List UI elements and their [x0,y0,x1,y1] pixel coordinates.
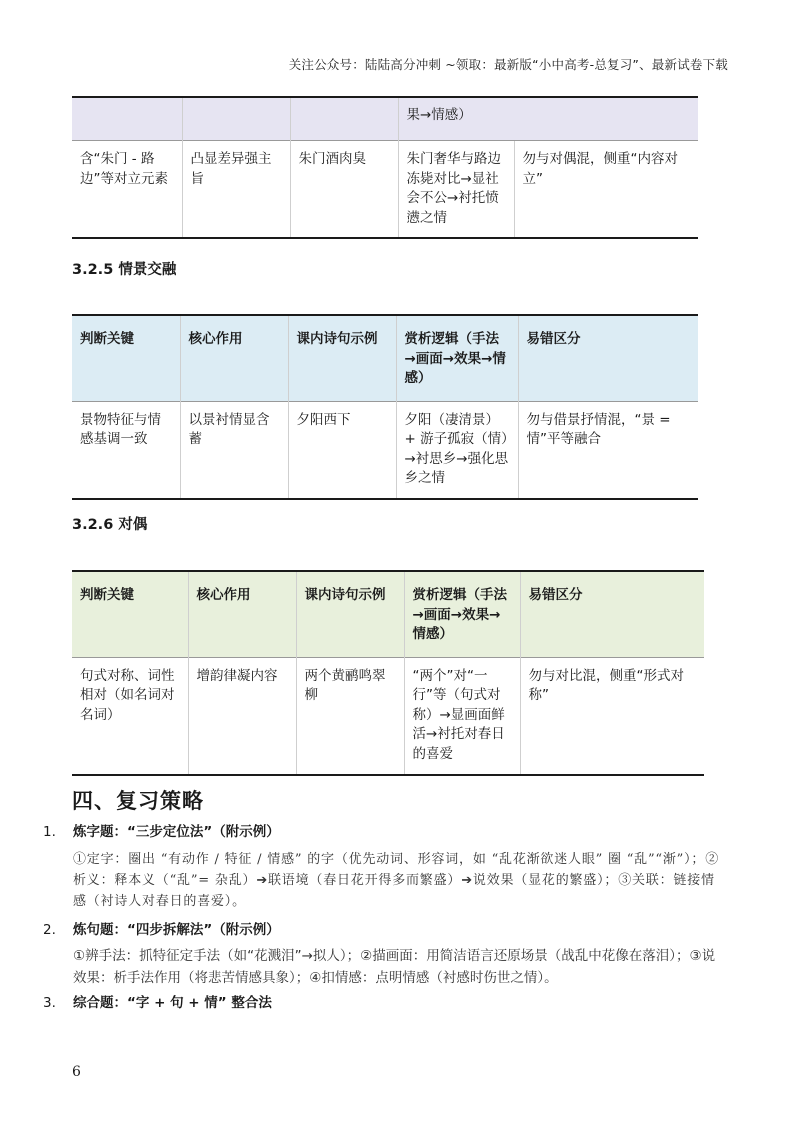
table-header-row [72,315,698,401]
column-header: 赏析逻辑（手法→画面→效果→情感） [404,571,520,657]
table-cell: 朱门酒肉臭 [290,141,398,239]
table-cell: 夕阳（凄清景）+ 游子孤寂（情）→衬思乡→强化思乡之情 [396,401,518,499]
table-row [72,657,704,774]
table-header-row [72,571,704,657]
table-cell: 增韵律凝内容 [188,657,296,774]
section-heading-326: 3.2.6 对偶 [72,517,148,533]
table-row [72,401,698,499]
continued-table [72,96,698,239]
table-cell: 以景衬情显含蓄 [180,401,288,499]
item-number: 3. [43,995,56,1011]
item-title: 综合题：“字 + 句 + 情” 整合法 [73,995,272,1011]
column-header: 判断关键 [72,571,188,657]
table-cell: 夕阳西下 [288,401,396,499]
column-header: 赏析逻辑（手法→画面→效果→情感） [396,315,518,401]
table-cell: 朱门奢华与路边冻毙对比→显社会不公→衬托愤懑之情 [398,141,514,239]
table-cell: 句式对称、词性相对（如名词对名词） [72,657,188,774]
table-cell: 凸显差异强主旨 [182,141,290,239]
column-header: 易错区分 [518,315,698,401]
section-title: 四、复习策略 [72,789,204,813]
item-title: 炼句题：“四步拆解法”（附示例） [73,922,280,938]
item-number: 2. [43,922,56,938]
column-header: 课内诗句示例 [296,571,404,657]
table-cell: 含“朱门 - 路边”等对立元素 [72,141,182,239]
item-title: 炼字题：“三步定位法”（附示例） [73,824,280,840]
table-row [72,141,698,239]
table-326 [72,570,704,776]
item-number: 1. [43,824,56,840]
item-body: ①定字：圈出 “有动作 / 特征 / 情感” 的字（优先动词、形容词，如 “乱花渐欲迷人眼” 圈 “乱”“渐”）；②析义：释本义（“乱”= 杂乱）➔联语境（春日花开得多而繁盛）➔说效果（显花的繁盛）；③关联：链接情感（衬诗人对春日的喜爱）。 [73,852,720,909]
column-header: 课内诗句示例 [288,315,396,401]
table-cell: 勿与对偶混，侧重“内容对立” [514,141,698,239]
column-header: 核心作用 [180,315,288,401]
page-number: 6 [72,1064,81,1080]
table-cell: 景物特征与情感基调一致 [72,401,180,499]
column-header: 核心作用 [188,571,296,657]
column-header: 判断关键 [72,315,180,401]
table-cell: 果→情感） [398,97,698,141]
table-cell: 两个黄鹂鸣翠柳 [296,657,404,774]
column-header: 易错区分 [520,571,704,657]
header-note: 关注公众号：陆陆高分冲刺 ~领取：最新版“小中高考-总复习”、最新试卷下载 [288,57,728,72]
section-heading-325: 3.2.5 情景交融 [72,262,177,278]
item-body: ①辨手法：抓特征定手法（如“花溅泪”→拟人）；②描画面：用简洁语言还原场景（战乱中花像在落泪）；③说效果：析手法作用（将悲苦情感具象）；④扣情感：点明情感（衬感时伤世之情）。 [73,948,716,986]
table-cell: “两个”对“一行”等（句式对称）→显画面鲜活→衬托对春日的喜爱 [404,657,520,774]
table-325 [72,314,698,500]
table-cell: 勿与借景抒情混，“景 = 情”平等融合 [518,401,698,499]
table-cell: 勿与对比混，侧重“形式对称” [520,657,704,774]
